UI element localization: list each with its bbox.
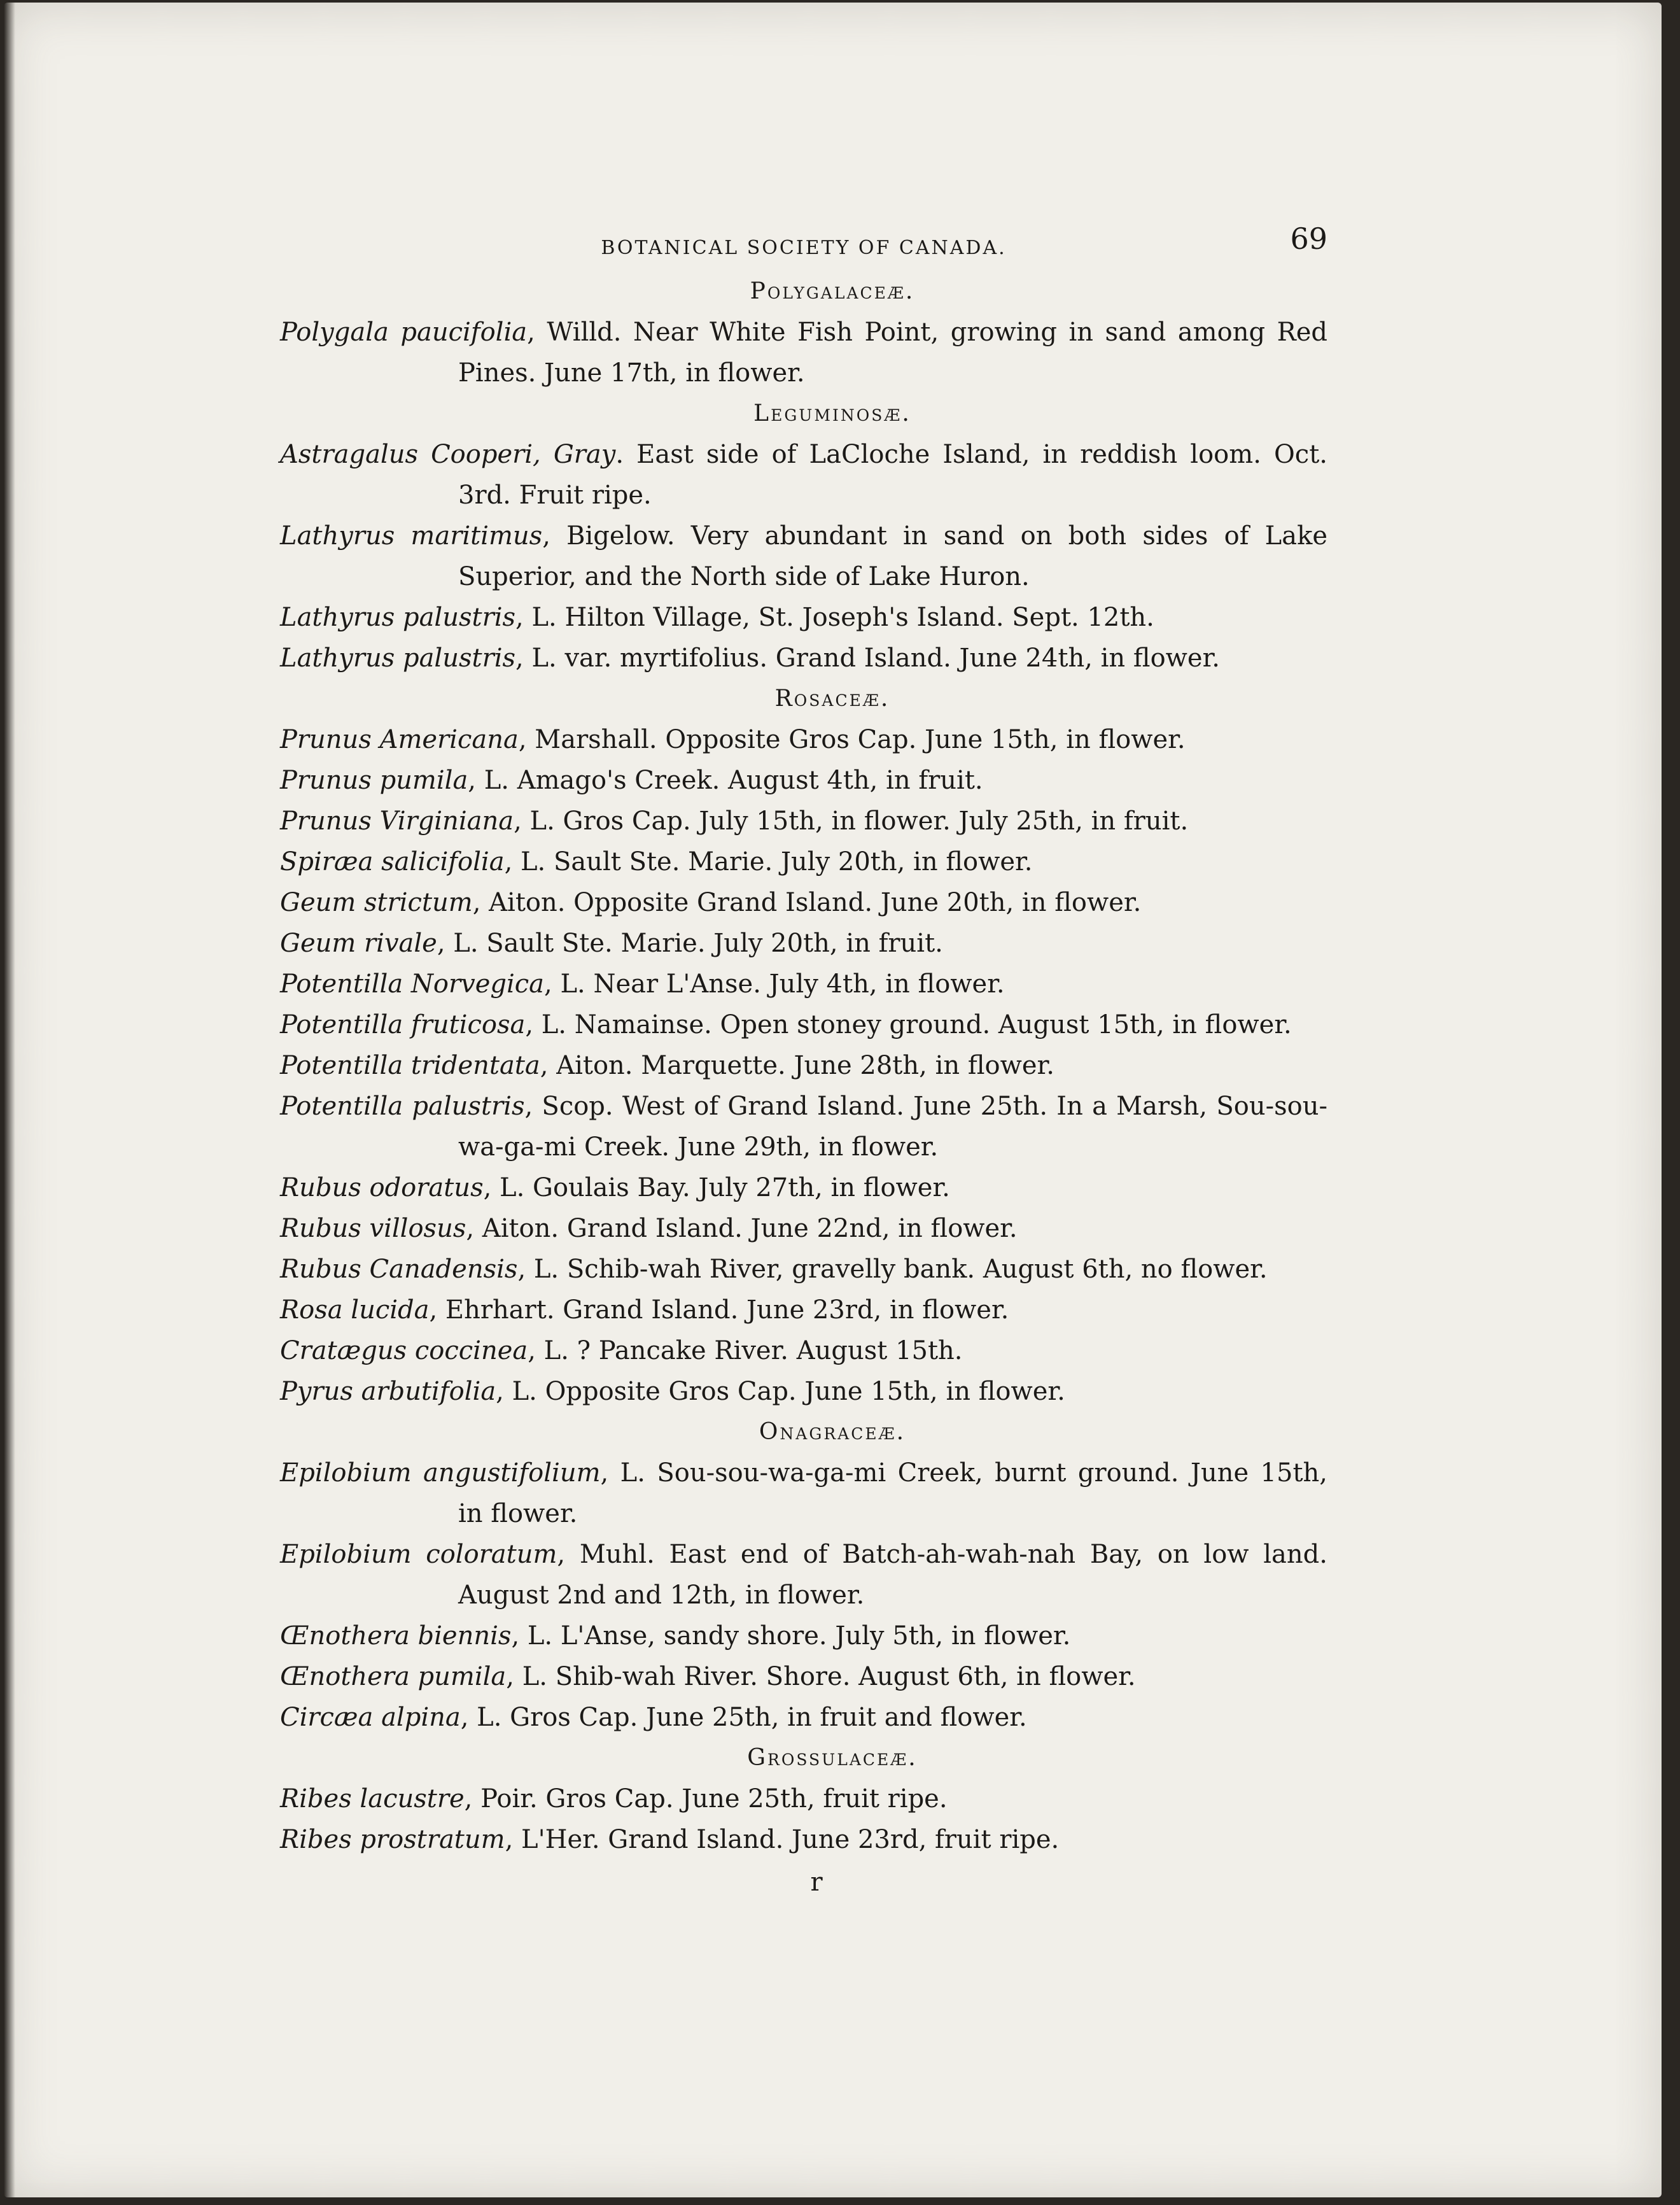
species-entry <box>280 1534 1327 1616</box>
entry-details: , L. Opposite Gros Cap. June 15th, in flower. <box>496 1377 1065 1406</box>
species-name: Rosa lucida <box>280 1295 430 1325</box>
species-name: Lathyrus palustris <box>280 644 516 673</box>
species-entry <box>280 1290 1327 1330</box>
species-name: Epilobium angustifolium <box>280 1458 601 1488</box>
species-name: Ribes lacustre <box>280 1784 465 1814</box>
species-name: Potentilla tridentata <box>280 1051 540 1080</box>
entry-details: , L. Sault Ste. Marie. July 20th, in flower. <box>504 847 1033 877</box>
species-entry <box>280 1249 1327 1290</box>
entry-details: , L. ? Pancake River. August 15th. <box>528 1336 963 1365</box>
signature-mark: r <box>810 1868 823 1897</box>
species-name: Rubus odoratus <box>280 1173 484 1202</box>
species-entry <box>280 1453 1327 1534</box>
entry-details: , Aiton. Marquette. June 28th, in flower. <box>540 1051 1054 1080</box>
family-heading: Polygalaceæ. <box>750 278 915 304</box>
family-heading: Onagraceæ. <box>759 1419 906 1445</box>
species-name: Spiræa salicifolia <box>280 847 505 877</box>
entry-details: , Aiton. Opposite Grand Island. June 20th, in flower. <box>472 888 1142 917</box>
species-entry <box>280 1086 1327 1167</box>
species-entry <box>280 1208 1327 1249</box>
species-entry <box>280 1819 1327 1860</box>
species-entry <box>280 1371 1327 1412</box>
entry-details: , L. var. myrtifolius. Grand Island. June 24th, in flower. <box>515 644 1221 673</box>
binding-edge-shadow <box>4 3 15 2197</box>
entry-details: , L. Shib-wah River. Shore. August 6th, in flower. <box>506 1662 1136 1691</box>
species-entry <box>280 1004 1327 1045</box>
species-entry <box>280 719 1327 760</box>
species-name: Ribes prostratum <box>280 1825 505 1854</box>
entry-details: , Muhl. East end of Batch-ah-wah-nah Bay, on low land. August 2nd and 12th, in flower. <box>458 1540 1327 1610</box>
species-entry <box>280 1616 1327 1656</box>
entry-details: , L. Goulais Bay. July 27th, in flower. <box>483 1173 950 1202</box>
species-entry <box>280 1045 1327 1086</box>
species-name: Polygala paucifolia <box>280 318 528 347</box>
species-name: Lathyrus maritimus <box>280 521 543 551</box>
entry-details: , Scop. West of Grand Island. June 25th. In a Marsh, Sou-sou-wa-ga-mi Creek. June 29th, in flower. <box>458 1092 1327 1162</box>
entry-details: , L. Hilton Village, St. Joseph's Island. Sept. 12th. <box>515 603 1154 632</box>
species-name: Potentilla Norvegica <box>280 969 545 999</box>
species-name: Geum strictum <box>280 888 473 917</box>
sections-container <box>280 271 1327 1860</box>
species-entry <box>280 434 1327 516</box>
species-entry <box>280 312 1327 393</box>
entry-details: , L. L'Anse, sandy shore. July 5th, in flower. <box>511 1621 1071 1651</box>
family-heading: Grossulaceæ. <box>747 1745 918 1771</box>
species-name: Pyrus arbutifolia <box>280 1377 496 1406</box>
family-heading: Rosaceæ. <box>774 686 890 712</box>
species-name: Rubus Canadensis <box>280 1255 518 1284</box>
species-entry <box>280 923 1327 964</box>
species-entry <box>280 638 1327 679</box>
species-name: Prunus pumila <box>280 766 468 795</box>
species-entry <box>280 760 1327 801</box>
running-head: BOTANICAL SOCIETY OF CANADA. <box>601 237 1007 259</box>
entry-details: , Ehrhart. Grand Island. June 23rd, in flower. <box>429 1295 1009 1325</box>
entry-details: , L. Sault Ste. Marie. July 20th, in fruit. <box>437 929 943 958</box>
species-entry <box>280 1330 1327 1371</box>
species-entry <box>280 1167 1327 1208</box>
entry-details: , Poir. Gros Cap. June 25th, fruit ripe. <box>464 1784 948 1814</box>
species-entry <box>280 882 1327 923</box>
species-name: Astragalus Cooperi, Gray <box>280 440 616 469</box>
entry-details: , L. Sou-sou-wa-ga-mi Creek, burnt ground. June 15th, in flower. <box>458 1458 1327 1528</box>
species-name: Potentilla palustris <box>280 1092 525 1121</box>
entry-details: , L. Amago's Creek. August 4th, in fruit. <box>468 766 983 795</box>
entry-details: , L. Gros Cap. June 25th, in fruit and flower. <box>460 1703 1027 1732</box>
page-body <box>280 271 1327 1905</box>
page-number: 69 <box>1290 222 1327 256</box>
species-entry <box>280 1779 1327 1819</box>
species-entry <box>280 516 1327 597</box>
family-heading: Leguminosæ. <box>753 400 911 426</box>
entry-details: , L. Schib-wah River, gravelly bank. August 6th, no flower. <box>517 1255 1268 1284</box>
entry-details: , Aiton. Grand Island. June 22nd, in flower. <box>466 1214 1018 1243</box>
entry-details: , Bigelow. Very abundant in sand on both sides of Lake Superior, and the North side of Lake Huron. <box>458 521 1327 591</box>
species-name: Epilobium coloratum <box>280 1540 557 1569</box>
species-name: Œnothera pumila <box>280 1662 507 1691</box>
entry-details: , L. Namainse. Open stoney ground. August 15th, in flower. <box>525 1010 1292 1039</box>
page-header <box>280 215 1327 266</box>
species-entry <box>280 597 1327 638</box>
species-name: Prunus Virginiana <box>280 807 514 836</box>
species-entry <box>280 964 1327 1004</box>
entry-details: , L. Gros Cap. July 15th, in flower. July 25th, in fruit. <box>514 807 1189 836</box>
entry-details: , L. Near L'Anse. July 4th, in flower. <box>544 969 1005 999</box>
species-name: Lathyrus palustris <box>280 603 516 632</box>
species-entry <box>280 801 1327 842</box>
species-name: Œnothera biennis <box>280 1621 512 1651</box>
entry-details: . East side of LaCloche Island, in reddish loom. Oct. 3rd. Fruit ripe. <box>458 440 1327 510</box>
species-name: Circæa alpina <box>280 1703 461 1732</box>
species-name: Prunus Americana <box>280 725 519 754</box>
species-entry <box>280 842 1327 882</box>
species-name: Rubus villosus <box>280 1214 466 1243</box>
entry-details: , L'Her. Grand Island. June 23rd, fruit ripe. <box>505 1825 1060 1854</box>
entry-details: , Marshall. Opposite Gros Cap. June 15th, in flower. <box>518 725 1186 754</box>
species-entry <box>280 1656 1327 1697</box>
species-entry <box>280 1697 1327 1738</box>
species-name: Potentilla fruticosa <box>280 1010 526 1039</box>
entry-details: , Willd. Near White Fish Point, growing in sand among Red Pines. June 17th, in flower. <box>458 318 1327 388</box>
species-name: Geum rivale <box>280 929 437 958</box>
species-name: Cratægus coccinea <box>280 1336 528 1365</box>
page <box>4 3 1662 2197</box>
